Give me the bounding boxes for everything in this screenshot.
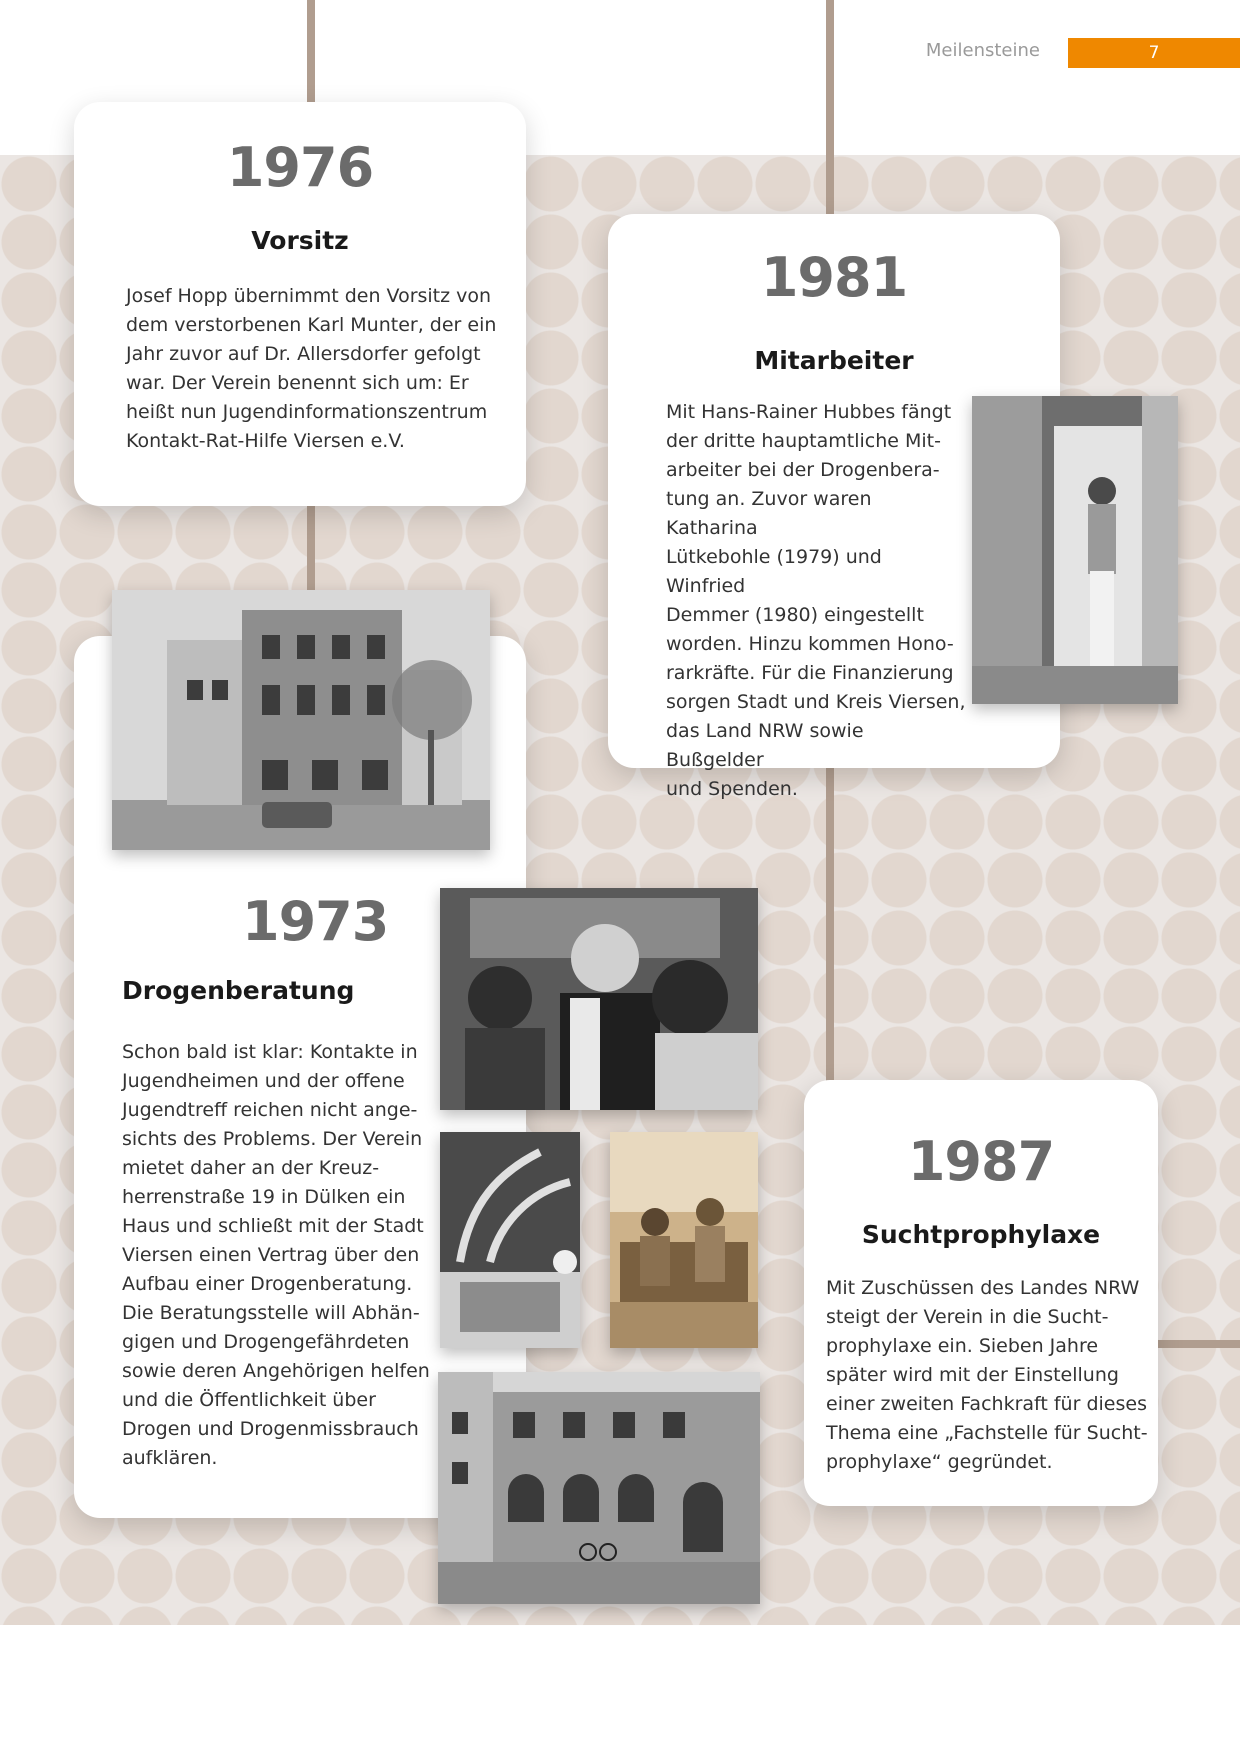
section-label: Meilensteine — [925, 40, 1040, 61]
photo-sepia-couple — [610, 1132, 758, 1348]
milestone-year: 1987 — [907, 1130, 1055, 1193]
milestone-card-1976 — [74, 102, 526, 506]
photo-building-facade — [112, 590, 490, 850]
milestone-text: Mit Hans-Rainer Hubbes fängt der dritte hauptamtliche Mit- arbeiter bei der Drogenbera- tung an. Zuvor waren Katharina Lütkebohle (1979) und Winfried Demmer (1980) eingestellt worden. Hinzu kommen Hono- rarkräfte. Für die Finanzierung sorgen Stadt und Kreis Viersen, das Land NRW sowie Bußgelder und Spenden. — [666, 401, 966, 800]
milestone-text: Schon bald ist klar: Kontakte in Jugendheimen und der offene Jugendtreff reichen nicht ange- sichts des Problems. Der Verein mietet daher an der Kreuz- herrenstraße 19 in Dülken ein Haus und schließt mit der Stadt Viersen einen Vertrag über den Aufbau einer Drogenberatung. Die Beratungsstelle will Abhän- gigen und Drogengefährdeten sowie deren Angehörigen helfen und die Öffentlichkeit über Drogen und Drogenmissbrauch aufklären. — [122, 1041, 430, 1469]
milestone-title: Vorsitz — [251, 226, 349, 255]
milestone-text: Josef Hopp übernimmt den Vorsitz von dem verstorbenen Karl Munter, der ein Jahr zuvor auf Dr. Allersdorfer gefolgt war. Der Verein benennt sich um: Er heißt nun Jugendinformationszentrum Kontakt-Rat-Hilfe Viersen e.V. — [126, 285, 497, 452]
page-number: 7 — [1068, 38, 1240, 68]
milestone-title: Drogenberatung — [122, 976, 355, 1005]
milestone-year: 1981 — [760, 246, 908, 309]
photo-man-painting — [972, 396, 1178, 704]
milestone-year: 1973 — [242, 890, 389, 953]
milestone-year: 1976 — [226, 136, 374, 199]
milestone-title: Suchtprophylaxe — [861, 1220, 1101, 1249]
photo-street-building — [438, 1372, 760, 1604]
milestone-card-1987 — [804, 1080, 1158, 1506]
milestone-text: Mit Zuschüssen des Landes NRW steigt der Verein in die Sucht- prophylaxe ein. Sieben Jahre später wird mit der Einstellung einer zweiten Fachkraft für dieses Thema eine „Fachstelle für Sucht- prophylaxe“ gegründet. — [826, 1277, 1148, 1473]
photo-group-people — [440, 888, 758, 1110]
milestone-title: Mitarbeiter — [754, 346, 914, 375]
photo-interior-mural — [440, 1132, 580, 1348]
